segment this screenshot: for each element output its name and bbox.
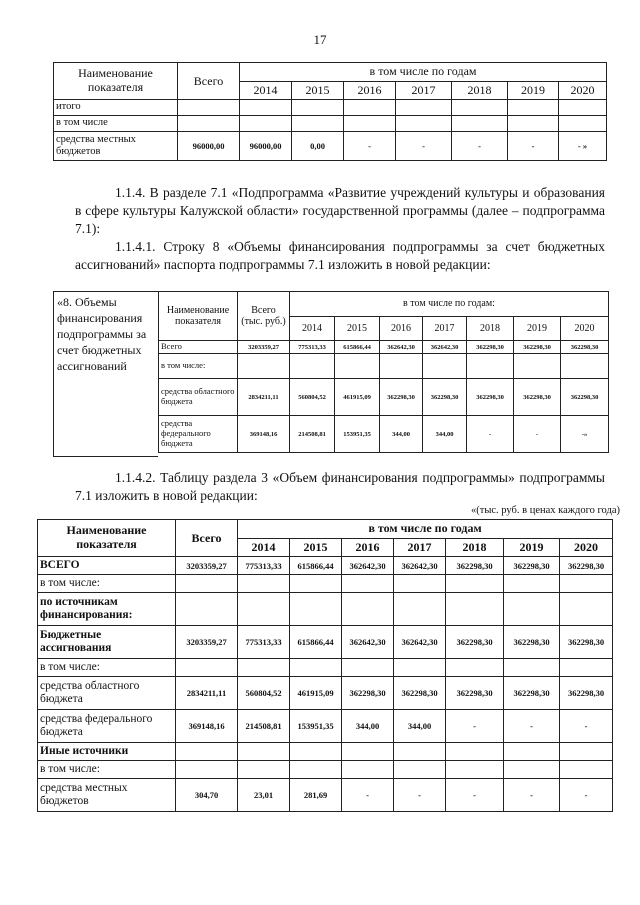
row-value: 362298,30 xyxy=(504,557,560,575)
row-value: 362298,30 xyxy=(446,626,504,659)
row-value xyxy=(452,116,508,132)
row-value: 362298,30 xyxy=(446,677,504,710)
year-header: 2020 xyxy=(560,538,613,557)
row-name: средства местных бюджетов xyxy=(38,779,176,812)
row-total: 3203359,27 xyxy=(176,557,238,575)
row-value: - xyxy=(396,132,452,161)
row-value xyxy=(559,116,607,132)
row-value: - xyxy=(344,132,396,161)
row-value: 362298,30 xyxy=(380,379,423,416)
row-value: 775313,33 xyxy=(238,626,290,659)
row-value xyxy=(504,575,560,593)
row-value xyxy=(290,593,342,626)
row-value xyxy=(504,593,560,626)
row-value xyxy=(238,743,290,761)
row-value: 362642,30 xyxy=(423,341,467,354)
row-value xyxy=(394,593,446,626)
row-value xyxy=(335,354,380,379)
paragraph-1-1-4: 1.1.4. В разделе 7.1 «Подпрограмма «Развитие учреждений культуры и образования в сфере культуры Калужской области» государственной программы (далее – подпрограмма 7.1): xyxy=(75,185,605,236)
row-value: 362298,30 xyxy=(446,557,504,575)
row-value: 362298,30 xyxy=(394,677,446,710)
row-value: - xyxy=(394,779,446,812)
table-row xyxy=(38,659,613,677)
row-value xyxy=(446,659,504,677)
year-header: 2015 xyxy=(335,316,380,341)
row-value xyxy=(290,575,342,593)
row-value xyxy=(344,116,396,132)
row-value: 153951,35 xyxy=(335,416,380,453)
row-value: - xyxy=(342,779,394,812)
row-total: 369148,16 xyxy=(238,416,290,453)
row-total xyxy=(176,575,238,593)
row-value xyxy=(238,659,290,677)
row-value: - xyxy=(560,710,613,743)
row-value xyxy=(396,100,452,116)
row-value xyxy=(514,354,561,379)
row-value: 214508,81 xyxy=(290,416,335,453)
row-value: 775313,33 xyxy=(238,557,290,575)
row-name: средства федерального бюджета xyxy=(159,416,238,453)
row-name: Всего xyxy=(159,341,238,354)
row-total: 3203359,27 xyxy=(238,341,290,354)
table-row xyxy=(38,761,613,779)
year-header: 2018 xyxy=(467,316,514,341)
row-value xyxy=(560,761,613,779)
row-value: 214508,81 xyxy=(238,710,290,743)
row-value: 344,00 xyxy=(394,710,446,743)
row-value: 23,01 xyxy=(238,779,290,812)
row-value: 615866,44 xyxy=(290,557,342,575)
row-value xyxy=(380,354,423,379)
row-name: средства областного бюджета xyxy=(38,677,176,710)
row-total: 304,70 xyxy=(176,779,238,812)
row-value: 153951,35 xyxy=(290,710,342,743)
year-header: 2014 xyxy=(290,316,335,341)
row-value xyxy=(238,761,290,779)
row-value xyxy=(342,761,394,779)
row-value xyxy=(292,100,344,116)
row-value: 560804,52 xyxy=(238,677,290,710)
row-value xyxy=(504,761,560,779)
header-total: Всего xyxy=(178,63,240,100)
row-name: ВСЕГО xyxy=(38,557,176,575)
row-value: - xyxy=(446,779,504,812)
row-value: 775313,33 xyxy=(290,341,335,354)
row-value: 362642,30 xyxy=(380,341,423,354)
row-name: по источникам финансирования: xyxy=(38,593,176,626)
row-value xyxy=(342,659,394,677)
row-name: итого xyxy=(54,100,178,116)
row-value xyxy=(292,116,344,132)
table-row xyxy=(54,132,607,161)
row-value: 362642,30 xyxy=(342,557,394,575)
table-row xyxy=(54,100,607,116)
table-row xyxy=(38,779,613,812)
year-header: 2014 xyxy=(238,538,290,557)
row-value: 461915,09 xyxy=(290,677,342,710)
row-value xyxy=(394,743,446,761)
row-value: 560804,52 xyxy=(290,379,335,416)
year-header: 2018 xyxy=(452,81,508,100)
table-row xyxy=(38,743,613,761)
table-row xyxy=(159,379,609,416)
row-value: - xyxy=(446,710,504,743)
row-total: 2834211,11 xyxy=(238,379,290,416)
row-value xyxy=(240,116,292,132)
row-value: 362642,30 xyxy=(394,557,446,575)
row-value xyxy=(560,743,613,761)
row-total: 96000,00 xyxy=(178,132,240,161)
row-value: 362298,30 xyxy=(504,626,560,659)
row-name: Иные источники xyxy=(38,743,176,761)
row-value: 344,00 xyxy=(423,416,467,453)
row-value: - xyxy=(514,416,561,453)
row-value xyxy=(344,100,396,116)
table-local-budget-tail xyxy=(53,62,607,161)
row-value xyxy=(452,100,508,116)
table-row xyxy=(54,116,607,132)
table-subprogram-financing xyxy=(37,519,613,812)
row-value: - » xyxy=(559,132,607,161)
units-note: «(тыс. руб. в ценах каждого года) xyxy=(471,505,620,516)
row-value: 344,00 xyxy=(380,416,423,453)
row-value: 281,69 xyxy=(290,779,342,812)
row-value xyxy=(342,575,394,593)
row-value xyxy=(290,659,342,677)
row-total xyxy=(178,100,240,116)
row-value: 362298,30 xyxy=(560,626,613,659)
table-row xyxy=(38,677,613,710)
header-total: Всего (тыс. руб.) xyxy=(238,292,290,341)
row-value xyxy=(396,116,452,132)
year-header: 2015 xyxy=(290,538,342,557)
row-total: 2834211,11 xyxy=(176,677,238,710)
row-total xyxy=(238,354,290,379)
row-value xyxy=(504,659,560,677)
row-value: 362642,30 xyxy=(342,626,394,659)
row-value: 0,00 xyxy=(292,132,344,161)
passport-row-label: «8. Объемы финансирования подпрограммы за счет бюджетных ассигнований xyxy=(53,291,158,457)
row-value: 362298,30 xyxy=(467,341,514,354)
year-header: 2014 xyxy=(240,81,292,100)
row-name: в том числе: xyxy=(38,659,176,677)
row-value: 615866,44 xyxy=(335,341,380,354)
row-value: - xyxy=(504,710,560,743)
row-value xyxy=(240,100,292,116)
row-value xyxy=(560,659,613,677)
row-name: средства местных бюджетов xyxy=(54,132,178,161)
row-value: 96000,00 xyxy=(240,132,292,161)
row-value xyxy=(467,354,514,379)
header-name: Наименование показателя xyxy=(54,63,178,100)
row-value: 615866,44 xyxy=(290,626,342,659)
row-value xyxy=(394,659,446,677)
table-row xyxy=(38,710,613,743)
row-value: - xyxy=(452,132,508,161)
row-value xyxy=(342,743,394,761)
year-header: 2017 xyxy=(396,81,452,100)
row-value xyxy=(446,593,504,626)
row-total: 369148,16 xyxy=(176,710,238,743)
table-row xyxy=(38,575,613,593)
row-total xyxy=(176,659,238,677)
header-years: в том числе по годам xyxy=(240,63,607,82)
row-total xyxy=(178,116,240,132)
row-total: 3203359,27 xyxy=(176,626,238,659)
row-value xyxy=(423,354,467,379)
row-name: в том числе: xyxy=(38,575,176,593)
year-header: 2016 xyxy=(380,316,423,341)
year-header: 2016 xyxy=(344,81,396,100)
table-row xyxy=(38,626,613,659)
row-value: 362298,30 xyxy=(560,557,613,575)
row-name: в том числе xyxy=(54,116,178,132)
table-row xyxy=(38,557,613,575)
row-value xyxy=(238,593,290,626)
year-header: 2018 xyxy=(446,538,504,557)
table-row xyxy=(159,341,609,354)
row-value: 461915,09 xyxy=(335,379,380,416)
row-value xyxy=(238,575,290,593)
row-total xyxy=(176,743,238,761)
row-value xyxy=(560,575,613,593)
row-value xyxy=(394,575,446,593)
row-value: - xyxy=(508,132,559,161)
header-name: Наименование показателя xyxy=(38,520,176,557)
year-header: 2015 xyxy=(292,81,344,100)
table-row xyxy=(159,354,609,379)
row-name: средства областного бюджета xyxy=(159,379,238,416)
row-value xyxy=(290,354,335,379)
header-total: Всего xyxy=(176,520,238,557)
row-value xyxy=(446,761,504,779)
row-value: 362298,30 xyxy=(342,677,394,710)
row-value: - xyxy=(560,779,613,812)
year-header: 2017 xyxy=(423,316,467,341)
row-value xyxy=(508,116,559,132)
row-value: 362298,30 xyxy=(514,379,561,416)
row-value: 362298,30 xyxy=(514,341,561,354)
page-number: 17 xyxy=(313,32,327,47)
year-header: 2020 xyxy=(559,81,607,100)
row-value xyxy=(446,743,504,761)
row-total xyxy=(176,761,238,779)
row-value: 362298,30 xyxy=(560,677,613,710)
row-value: 362298,30 xyxy=(467,379,514,416)
row-value xyxy=(290,743,342,761)
year-header: 2019 xyxy=(508,81,559,100)
row-total xyxy=(176,593,238,626)
header-years: в том числе по годам xyxy=(238,520,613,539)
table-row xyxy=(159,416,609,453)
row-value: 362298,30 xyxy=(423,379,467,416)
year-header: 2019 xyxy=(504,538,560,557)
row-name: средства федерального бюджета xyxy=(38,710,176,743)
table-passport-financing xyxy=(158,291,609,453)
year-header: 2016 xyxy=(342,538,394,557)
table-row xyxy=(38,593,613,626)
row-value: 362298,30 xyxy=(561,379,609,416)
paragraph-1-1-4-1: 1.1.4.1. Строку 8 «Объемы финансирования подпрограммы за счет бюджетных ассигнований» паспорта подпрограммы 7.1 изложить в новой редакции: xyxy=(75,239,605,272)
row-value: - xyxy=(467,416,514,453)
row-value xyxy=(446,575,504,593)
row-value: 362642,30 xyxy=(394,626,446,659)
paragraph-1-1-4-2: 1.1.4.2. Таблицу раздела 3 «Объем финансирования подпрограммы» подпрограммы 7.1 изложить в новой редакции: xyxy=(75,470,605,503)
row-value: - xyxy=(504,779,560,812)
row-value xyxy=(342,593,394,626)
row-name: в том числе: xyxy=(159,354,238,379)
row-value xyxy=(290,761,342,779)
row-value xyxy=(394,761,446,779)
row-value xyxy=(504,743,560,761)
row-name: в том числе: xyxy=(38,761,176,779)
row-name: Бюджетные ассигнования xyxy=(38,626,176,659)
year-header: 2017 xyxy=(394,538,446,557)
row-value xyxy=(561,354,609,379)
row-value: -» xyxy=(561,416,609,453)
year-header: 2020 xyxy=(561,316,609,341)
row-value: 362298,30 xyxy=(561,341,609,354)
row-value xyxy=(560,593,613,626)
row-value xyxy=(508,100,559,116)
row-value: 362298,30 xyxy=(504,677,560,710)
row-value xyxy=(559,100,607,116)
row-value: 344,00 xyxy=(342,710,394,743)
header-years: в том числе по годам: xyxy=(290,292,609,317)
header-name: Наименование показателя xyxy=(159,292,238,341)
year-header: 2019 xyxy=(514,316,561,341)
